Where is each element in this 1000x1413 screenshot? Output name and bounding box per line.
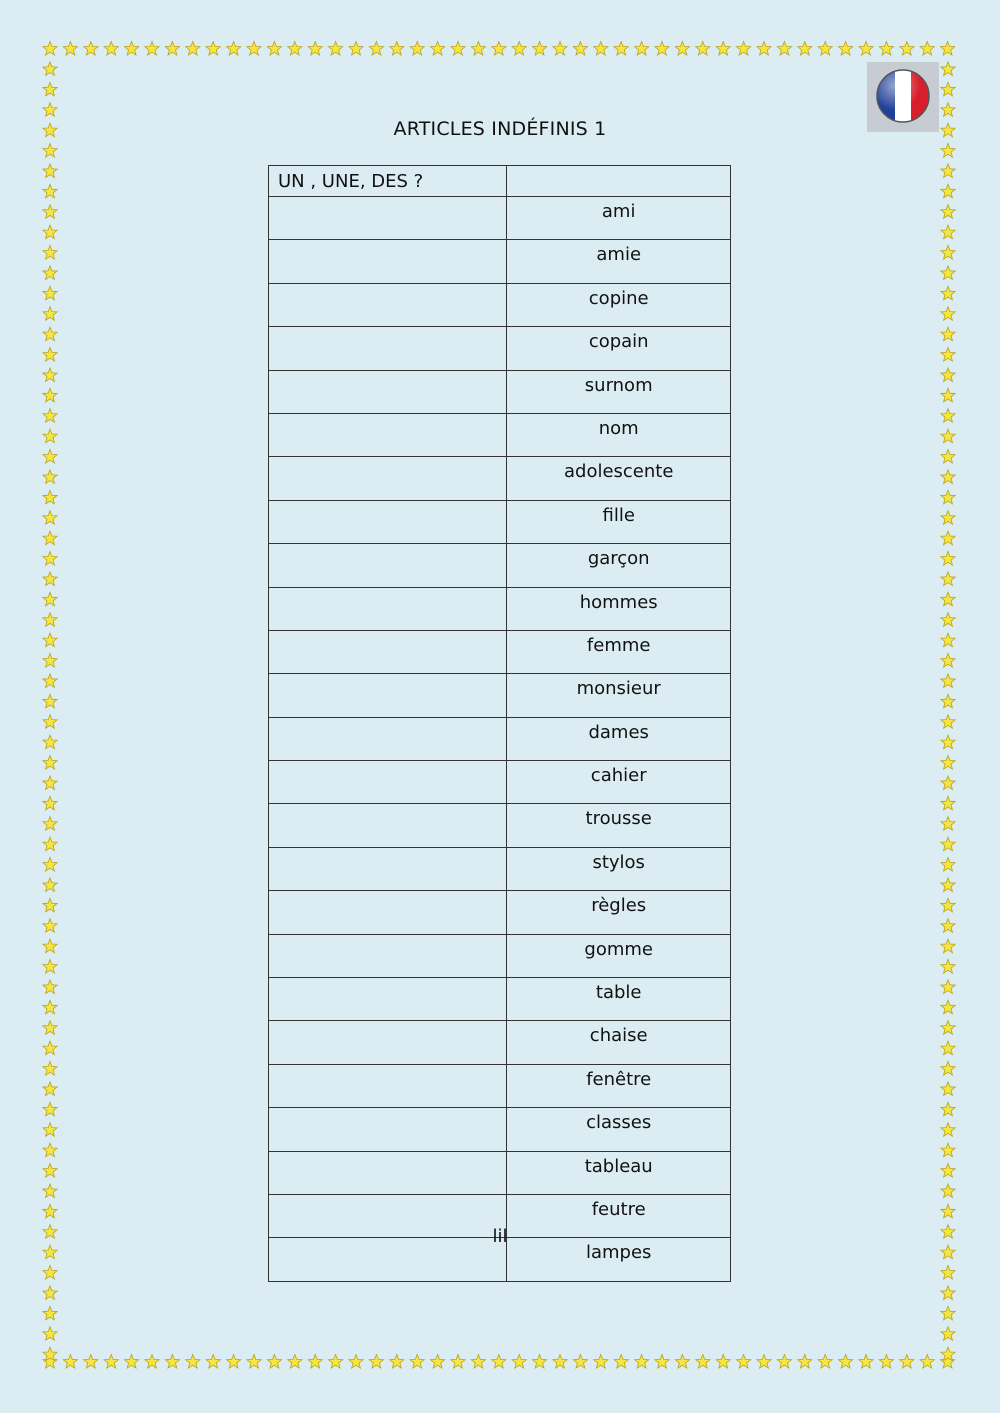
star-icon — [43, 756, 57, 770]
star-icon — [124, 42, 138, 56]
star-icon — [43, 348, 57, 362]
header-article-cell: UN , UNE, DES ? — [269, 166, 507, 197]
star-icon — [43, 1102, 57, 1116]
star-icon — [941, 1347, 955, 1361]
table-row — [269, 891, 731, 934]
star-icon — [920, 42, 934, 56]
star-icon — [941, 613, 955, 627]
star-icon — [634, 42, 648, 56]
word-cell: copain — [507, 327, 731, 370]
star-icon — [941, 919, 955, 933]
word-cell: feutre — [507, 1194, 731, 1237]
table-row — [269, 761, 731, 804]
answer-cell[interactable] — [269, 1151, 507, 1194]
star-icon — [43, 1082, 57, 1096]
star-icon — [43, 266, 57, 280]
star-icon — [940, 1355, 954, 1369]
star-icon — [84, 42, 98, 56]
star-icon — [349, 1355, 363, 1369]
table-row — [269, 500, 731, 543]
table-row — [269, 544, 731, 587]
word-cell: chaise — [507, 1021, 731, 1064]
star-icon — [634, 1355, 648, 1369]
star-icon — [471, 1355, 485, 1369]
star-icon — [941, 1286, 955, 1300]
answer-cell[interactable] — [269, 674, 507, 717]
star-icon — [941, 450, 955, 464]
star-icon — [941, 1000, 955, 1014]
table-row — [269, 847, 731, 890]
answer-cell[interactable] — [269, 934, 507, 977]
star-icon — [879, 42, 893, 56]
star-icon — [369, 42, 383, 56]
star-icon — [941, 531, 955, 545]
star-icon — [941, 470, 955, 484]
star-icon — [940, 42, 954, 56]
star-icon — [43, 307, 57, 321]
table-row — [269, 327, 731, 370]
star-icon — [941, 1184, 955, 1198]
star-icon — [859, 1355, 873, 1369]
star-icon — [941, 348, 955, 362]
star-icon — [288, 42, 302, 56]
star-icon — [655, 42, 669, 56]
star-icon — [145, 1355, 159, 1369]
star-icon — [757, 42, 771, 56]
star-icon — [900, 1355, 914, 1369]
star-icon — [43, 572, 57, 586]
star-icon — [430, 42, 444, 56]
star-icon — [349, 42, 363, 56]
star-icon — [594, 1355, 608, 1369]
star-icon — [941, 960, 955, 974]
star-icon — [206, 1355, 220, 1369]
header-word-cell — [507, 166, 731, 197]
word-cell: ami — [507, 197, 731, 240]
answer-cell[interactable] — [269, 327, 507, 370]
star-icon — [941, 205, 955, 219]
answer-cell[interactable] — [269, 1108, 507, 1151]
footer-signature: lil — [492, 1226, 508, 1247]
star-icon — [941, 409, 955, 423]
answer-cell[interactable] — [269, 544, 507, 587]
star-icon — [941, 939, 955, 953]
star-icon — [308, 42, 322, 56]
table-row — [269, 934, 731, 977]
star-icon — [900, 42, 914, 56]
star-icon — [941, 756, 955, 770]
table-row — [269, 1108, 731, 1151]
star-icon — [43, 654, 57, 668]
answer-cell[interactable] — [269, 370, 507, 413]
star-icon — [43, 980, 57, 994]
word-cell: lampes — [507, 1238, 731, 1281]
star-icon — [43, 1266, 57, 1280]
star-icon — [43, 878, 57, 892]
star-icon — [43, 735, 57, 749]
table-row — [269, 804, 731, 847]
table-row — [269, 1064, 731, 1107]
answer-cell[interactable] — [269, 240, 507, 283]
star-icon — [43, 1021, 57, 1035]
star-icon — [941, 429, 955, 443]
star-icon — [43, 817, 57, 831]
star-icon — [736, 42, 750, 56]
star-icon — [941, 144, 955, 158]
star-icon — [124, 1355, 138, 1369]
star-icon — [267, 1355, 281, 1369]
star-icon — [328, 42, 342, 56]
star-icon — [43, 1041, 57, 1055]
star-icon — [471, 42, 485, 56]
star-icon — [798, 1355, 812, 1369]
star-icon — [43, 613, 57, 627]
answer-cell[interactable] — [269, 717, 507, 760]
star-icon — [43, 1355, 57, 1369]
star-icon — [43, 592, 57, 606]
answer-cell[interactable] — [269, 457, 507, 500]
star-icon — [247, 1355, 261, 1369]
star-icon — [104, 42, 118, 56]
star-icon — [492, 1355, 506, 1369]
star-icon — [43, 1062, 57, 1076]
star-icon — [369, 1355, 383, 1369]
table-row — [269, 413, 731, 456]
star-icon — [43, 246, 57, 260]
star-icon — [43, 470, 57, 484]
star-icon — [288, 1355, 302, 1369]
table-row — [269, 630, 731, 673]
star-icon — [43, 1306, 57, 1320]
table-row — [269, 978, 731, 1021]
star-icon — [941, 1204, 955, 1218]
table-row — [269, 457, 731, 500]
star-icon — [43, 1327, 57, 1341]
star-icon — [532, 42, 546, 56]
star-icon — [451, 1355, 465, 1369]
star-icon — [941, 1123, 955, 1137]
star-icon — [186, 1355, 200, 1369]
star-icon — [43, 82, 57, 96]
table-row — [269, 1021, 731, 1064]
star-icon — [941, 184, 955, 198]
star-icon — [777, 42, 791, 56]
word-cell: tableau — [507, 1151, 731, 1194]
star-icon — [941, 1306, 955, 1320]
word-cell: classes — [507, 1108, 731, 1151]
star-icon — [43, 490, 57, 504]
star-icon — [675, 1355, 689, 1369]
star-icon — [716, 42, 730, 56]
word-cell: règles — [507, 891, 731, 934]
star-icon — [941, 307, 955, 321]
star-icon — [818, 1355, 832, 1369]
word-cell: stylos — [507, 847, 731, 890]
answer-cell[interactable] — [269, 283, 507, 326]
star-icon — [573, 1355, 587, 1369]
star-icon — [941, 776, 955, 790]
answer-cell[interactable] — [269, 761, 507, 804]
star-icon — [328, 1355, 342, 1369]
star-icon — [798, 42, 812, 56]
answer-cell[interactable] — [269, 1064, 507, 1107]
star-icon — [43, 62, 57, 76]
star-icon — [410, 1355, 424, 1369]
star-icon — [226, 1355, 240, 1369]
star-icon — [838, 42, 852, 56]
star-icon — [532, 1355, 546, 1369]
star-icon — [941, 552, 955, 566]
star-icon — [941, 62, 955, 76]
star-icon — [43, 42, 57, 56]
star-icon — [941, 898, 955, 912]
table-row — [269, 197, 731, 240]
star-icon — [716, 1355, 730, 1369]
star-icon — [614, 1355, 628, 1369]
star-icon — [84, 1355, 98, 1369]
star-icon — [43, 388, 57, 402]
star-icon — [675, 42, 689, 56]
star-icon — [43, 327, 57, 341]
answer-cell[interactable] — [269, 891, 507, 934]
table-row — [269, 370, 731, 413]
star-icon — [43, 164, 57, 178]
star-icon — [512, 42, 526, 56]
star-icon — [308, 1355, 322, 1369]
star-icon — [451, 42, 465, 56]
answer-cell[interactable] — [269, 587, 507, 630]
star-icon — [941, 572, 955, 586]
word-cell: dames — [507, 717, 731, 760]
star-icon — [879, 1355, 893, 1369]
star-icon — [43, 898, 57, 912]
star-icon — [247, 42, 261, 56]
word-cell: trousse — [507, 804, 731, 847]
star-icon — [43, 960, 57, 974]
star-icon — [736, 1355, 750, 1369]
star-icon — [43, 225, 57, 239]
star-icon — [410, 42, 424, 56]
answer-cell[interactable] — [269, 804, 507, 847]
star-icon — [226, 42, 240, 56]
answer-cell[interactable] — [269, 978, 507, 1021]
star-icon — [941, 878, 955, 892]
table-row — [269, 674, 731, 717]
star-icon — [941, 103, 955, 117]
star-icon — [941, 1266, 955, 1280]
word-cell: hommes — [507, 587, 731, 630]
star-icon — [43, 184, 57, 198]
answer-cell[interactable] — [269, 630, 507, 673]
star-icon — [43, 1245, 57, 1259]
star-icon — [941, 858, 955, 872]
star-icon — [941, 1041, 955, 1055]
star-icon — [43, 286, 57, 300]
word-cell: surnom — [507, 370, 731, 413]
star-icon — [43, 633, 57, 647]
star-icon — [165, 1355, 179, 1369]
star-icon — [757, 1355, 771, 1369]
star-icon — [941, 654, 955, 668]
star-icon — [941, 980, 955, 994]
star-icon — [941, 1082, 955, 1096]
star-icon — [43, 205, 57, 219]
star-icon — [553, 1355, 567, 1369]
star-icon — [553, 42, 567, 56]
star-icon — [104, 1355, 118, 1369]
star-icon — [941, 246, 955, 260]
star-icon — [43, 144, 57, 158]
star-icon — [43, 103, 57, 117]
answer-cell[interactable] — [269, 847, 507, 890]
table-row — [269, 240, 731, 283]
star-icon — [941, 674, 955, 688]
star-icon — [941, 1143, 955, 1157]
star-icon — [941, 511, 955, 525]
star-icon — [43, 715, 57, 729]
answer-cell[interactable] — [269, 500, 507, 543]
star-icon — [941, 1062, 955, 1076]
table-row — [269, 283, 731, 326]
star-icon — [390, 1355, 404, 1369]
star-icon — [390, 42, 404, 56]
star-icon — [859, 42, 873, 56]
star-icon — [186, 42, 200, 56]
star-icon — [63, 1355, 77, 1369]
star-icon — [43, 511, 57, 525]
star-icon — [43, 837, 57, 851]
star-icon — [43, 939, 57, 953]
star-icon — [206, 42, 220, 56]
star-icon — [145, 42, 159, 56]
word-cell: fille — [507, 500, 731, 543]
star-icon — [941, 694, 955, 708]
star-icon — [43, 1204, 57, 1218]
star-icon — [941, 796, 955, 810]
star-icon — [43, 694, 57, 708]
word-cell: femme — [507, 630, 731, 673]
word-cell: amie — [507, 240, 731, 283]
table-row — [269, 587, 731, 630]
word-cell: table — [507, 978, 731, 1021]
star-icon — [818, 42, 832, 56]
star-icon — [941, 327, 955, 341]
word-cell: copine — [507, 283, 731, 326]
star-icon — [941, 1327, 955, 1341]
star-icon — [941, 735, 955, 749]
star-icon — [43, 450, 57, 464]
star-icon — [941, 164, 955, 178]
star-icon — [941, 388, 955, 402]
star-icon — [941, 266, 955, 280]
star-icon — [941, 817, 955, 831]
star-icon — [594, 42, 608, 56]
star-icon — [941, 1102, 955, 1116]
star-icon — [43, 531, 57, 545]
answer-cell[interactable] — [269, 413, 507, 456]
star-icon — [941, 490, 955, 504]
star-icon — [43, 1123, 57, 1137]
star-icon — [941, 592, 955, 606]
star-icon — [920, 1355, 934, 1369]
word-cell: gomme — [507, 934, 731, 977]
star-icon — [43, 429, 57, 443]
star-icon — [696, 1355, 710, 1369]
table-row — [269, 1151, 731, 1194]
star-icon — [655, 1355, 669, 1369]
star-icon — [696, 42, 710, 56]
table-row — [269, 717, 731, 760]
star-icon — [941, 286, 955, 300]
word-cell: fenêtre — [507, 1064, 731, 1107]
star-icon — [43, 409, 57, 423]
star-icon — [43, 1164, 57, 1178]
star-icon — [430, 1355, 444, 1369]
word-cell: nom — [507, 413, 731, 456]
star-icon — [941, 837, 955, 851]
star-icon — [43, 1347, 57, 1361]
star-icon — [941, 1021, 955, 1035]
star-icon — [614, 42, 628, 56]
star-icon — [573, 42, 587, 56]
answer-cell[interactable] — [269, 197, 507, 240]
star-icon — [43, 552, 57, 566]
star-icon — [941, 82, 955, 96]
word-cell: cahier — [507, 761, 731, 804]
word-cell: adolescente — [507, 457, 731, 500]
star-icon — [492, 42, 506, 56]
star-icon — [838, 1355, 852, 1369]
star-icon — [941, 1164, 955, 1178]
star-icon — [941, 1245, 955, 1259]
star-icon — [43, 1143, 57, 1157]
star-icon — [941, 368, 955, 382]
star-icon — [43, 776, 57, 790]
star-icon — [941, 225, 955, 239]
star-icon — [941, 715, 955, 729]
article-worksheet-table — [268, 165, 731, 1282]
star-icon — [512, 1355, 526, 1369]
star-icon — [777, 1355, 791, 1369]
star-icon — [941, 633, 955, 647]
table-header-row — [269, 166, 731, 197]
star-icon — [43, 919, 57, 933]
answer-cell[interactable] — [269, 1021, 507, 1064]
star-icon — [43, 1184, 57, 1198]
word-cell: monsieur — [507, 674, 731, 717]
star-icon — [43, 796, 57, 810]
star-icon — [63, 42, 77, 56]
star-icon — [43, 674, 57, 688]
star-icon — [267, 42, 281, 56]
word-cell: garçon — [507, 544, 731, 587]
star-icon — [43, 368, 57, 382]
star-icon — [43, 1000, 57, 1014]
star-icon — [165, 42, 179, 56]
star-icon — [43, 858, 57, 872]
page-title: ARTICLES INDÉFINIS 1 — [393, 118, 607, 140]
star-icon — [43, 1286, 57, 1300]
